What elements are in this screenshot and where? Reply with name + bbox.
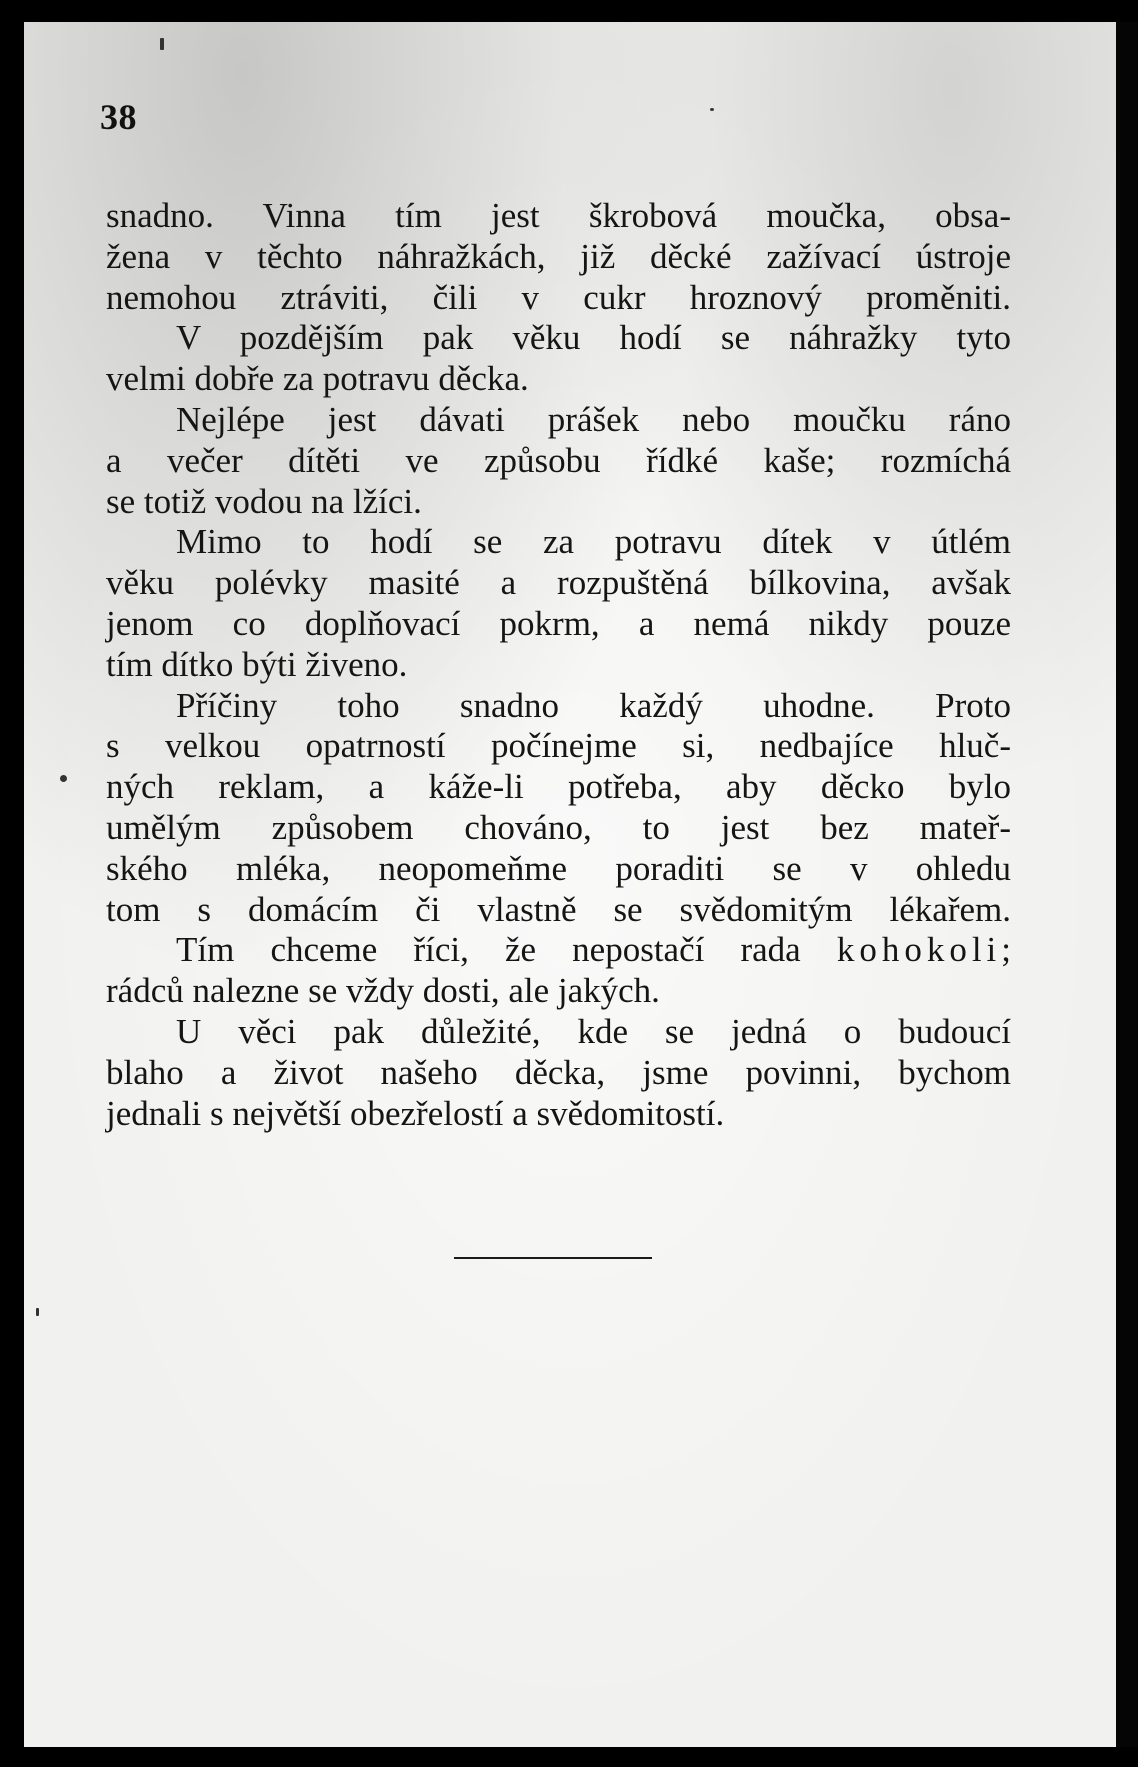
text-line: jednali s největší obezřelostí a svědomitostí.	[106, 1093, 725, 1133]
text-line: ského mléka, neopomeňme poraditi se v ohledu	[106, 848, 1011, 888]
text-line: rádců nalezne se vždy dosti, ale jakých.	[106, 971, 660, 1011]
emphasized-word: kohokoli	[836, 930, 1002, 970]
text-line: žena v těchto náhražkách, již děcké zažívací ústroje	[106, 236, 1011, 276]
text-line: a večer dítěti ve způsobu řídké kaše; rozmíchá	[106, 440, 1011, 480]
text-line: snadno. Vinna tím jest škrobová moučka, obsa-	[106, 196, 1011, 235]
body-text	[106, 196, 1011, 1134]
text-line: U věci pak důležité, kde se jedná o budoucí	[176, 1011, 1011, 1051]
text-line: jenom co doplňovací pokrm, a nemá nikdy pouze	[106, 603, 1011, 643]
text-line: nemohou ztráviti, čili v cukr hroznový proměniti.	[106, 277, 1011, 317]
text-line: tom s domácím či vlastně se svědomitým lékařem.	[106, 889, 1011, 929]
text-line: blaho a život našeho děcka, jsme povinni, bychom	[106, 1052, 1011, 1092]
page-number: 38	[100, 97, 137, 137]
text-line: s velkou opatrností počínejme si, nedbajíce hluč-	[106, 726, 1011, 766]
ink-speck	[36, 1308, 39, 1316]
text-line-part: Tím chceme říci, že nepostačí rada	[176, 930, 801, 970]
text-line: tím dítko býti živeno.	[106, 644, 408, 684]
text-line-part: ;	[1001, 930, 1012, 970]
text-line: umělým způsobem chováno, to jest bez mateř-	[106, 807, 1011, 847]
text-line: ných reklam, a káže-li potřeba, aby děcko bylo	[106, 767, 1011, 807]
page-edge-shadow	[1116, 22, 1138, 1747]
text-line: Nejlépe jest dávati prášek nebo moučku ráno	[176, 399, 1011, 439]
ink-speck	[60, 775, 67, 782]
ink-speck	[710, 108, 714, 111]
text-line: věku polévky masité a rozpuštěná bílkovina, avšak	[106, 563, 1011, 603]
text-line: V pozdějším pak věku hodí se náhražky tyto	[176, 318, 1011, 358]
text-line: se totiž vodou na lžíci.	[106, 481, 422, 521]
ink-speck	[160, 38, 164, 50]
text-line: Mimo to hodí se za potravu dítek v útlém	[176, 522, 1011, 562]
text-line: velmi dobře za potravu děcka.	[106, 359, 529, 399]
text-line-mixed	[106, 930, 1011, 971]
text-line: Příčiny toho snadno každý uhodne. Proto	[176, 685, 1011, 725]
section-end-rule	[454, 1257, 652, 1259]
